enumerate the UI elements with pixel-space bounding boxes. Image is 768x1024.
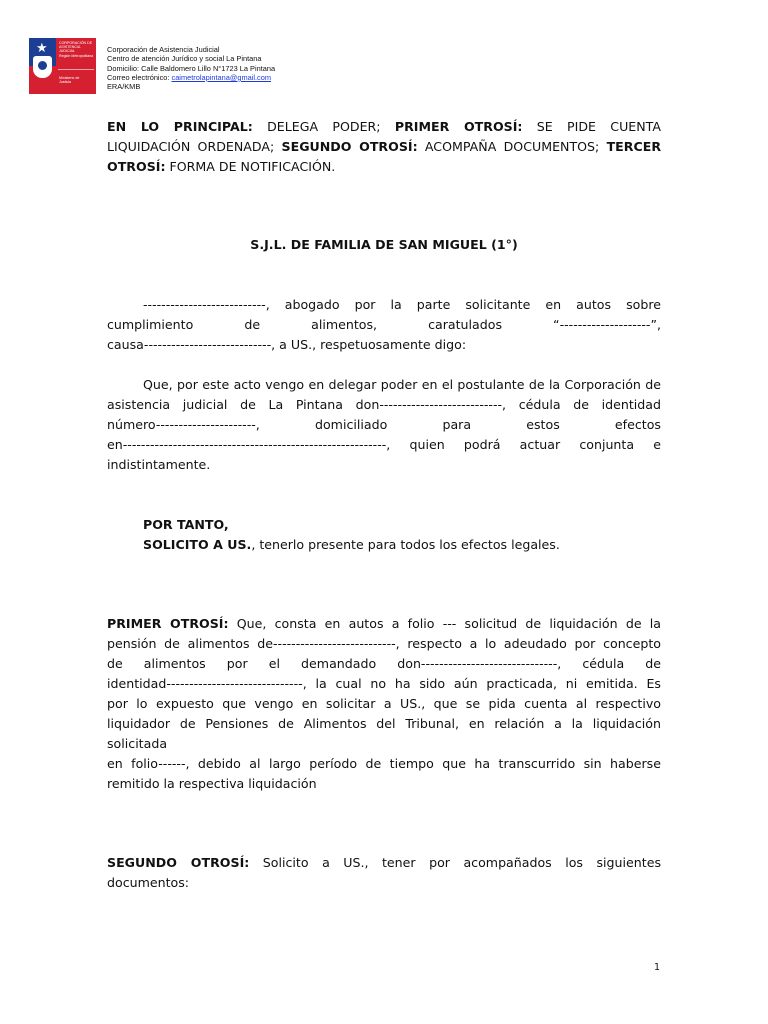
letterhead-line-1: Corporación de Asistencia Judicial: [107, 45, 220, 54]
suma-block: EN LO PRINCIPAL: DELEGA PODER; PRIMER OTROSÍ: SE PIDE CUENTA LIQUIDACIÓN ORDENADA; SEGUNDO OTROSÍ: ACOMPAÑA DOCUMENTOS; TERCER OTROSÍ: FORMA DE NOTIFICACIÓN.: [107, 119, 662, 174]
intro-paragraph: ---------------------------, abogado por la parte solicitante en autos sobre cumplimiento de alimentos, caratulados “--------------------”, causa----------------------------, a US., respetuosamente digo:: [107, 297, 661, 352]
segundo-otrosi-paragraph: SEGUNDO OTROSÍ: Solicito a US., tener por acompañados los siguientes documentos:: [107, 855, 662, 890]
crest-icon: [33, 56, 52, 78]
letterhead-line-5: ERA/KMB: [107, 82, 141, 92]
court-heading: S.J.L. DE FAMILIA DE SAN MIGUEL (1°): [250, 237, 518, 252]
solicito-label: SOLICITO A US.: [143, 537, 252, 552]
corporation-logo: [29, 38, 96, 94]
email-link[interactable]: caimetrolapintana@gmail.com: [171, 72, 272, 82]
page-number: 1: [654, 962, 661, 973]
logo-corporation-text: CORPORACIÓN DE ASISTENCIA JUDICIAL Región Metropolitana: [59, 41, 94, 58]
delegation-paragraph: Que, por este acto vengo en delegar poder en el postulante de la Corporación de asistencia judicial de La Pintana don---------------------------, cédula de identidad número----------------------, domiciliado para estos efectos en----------------------------------------------------------, quien podrá actuar conjunta e indistintamente.: [107, 377, 661, 472]
star-icon: ★: [36, 41, 48, 56]
letterhead: [107, 45, 275, 91]
logo-ministry-text: Ministerio de Justicia: [59, 76, 80, 85]
por-tanto-label: POR TANTO,: [143, 517, 229, 532]
petition-block: POR TANTO, SOLICITO A US., tenerlo presente para todos los efectos legales.: [143, 517, 560, 552]
letterhead-line-2: Centro de atención Jurídico y social La Pintana: [107, 54, 262, 64]
flag-emblem: [29, 38, 56, 94]
letterhead-line-3: Domicilio: Calle Baldomero Lillo N°1723 La Pintana: [107, 63, 276, 73]
primer-otrosi-paragraph: PRIMER OTROSÍ: Que, consta en autos a folio --- solicitud de liquidación de la pensión de alimentos de---------------------------, respecto a lo adeudado por concepto de alimentos por el demandado don------------------------------, cédula de identidad------------------------------, la cual no ha sido aún practicada, ni emitida. Es por lo expuesto que vengo en solicitar a US., que se pida cuenta al respectivo liquidador de Pensiones de Alimentos del Tribunal, en relación a la liquidación solicitada en folio------, debido al largo período de tiempo que ha transcurrido sin haberse remitido la respectiva liquidación: [107, 616, 662, 791]
logo-label-block: [56, 38, 96, 94]
letterhead-email-line: Correo electrónico: caimetrolapintana@gmail.com: [107, 72, 272, 82]
